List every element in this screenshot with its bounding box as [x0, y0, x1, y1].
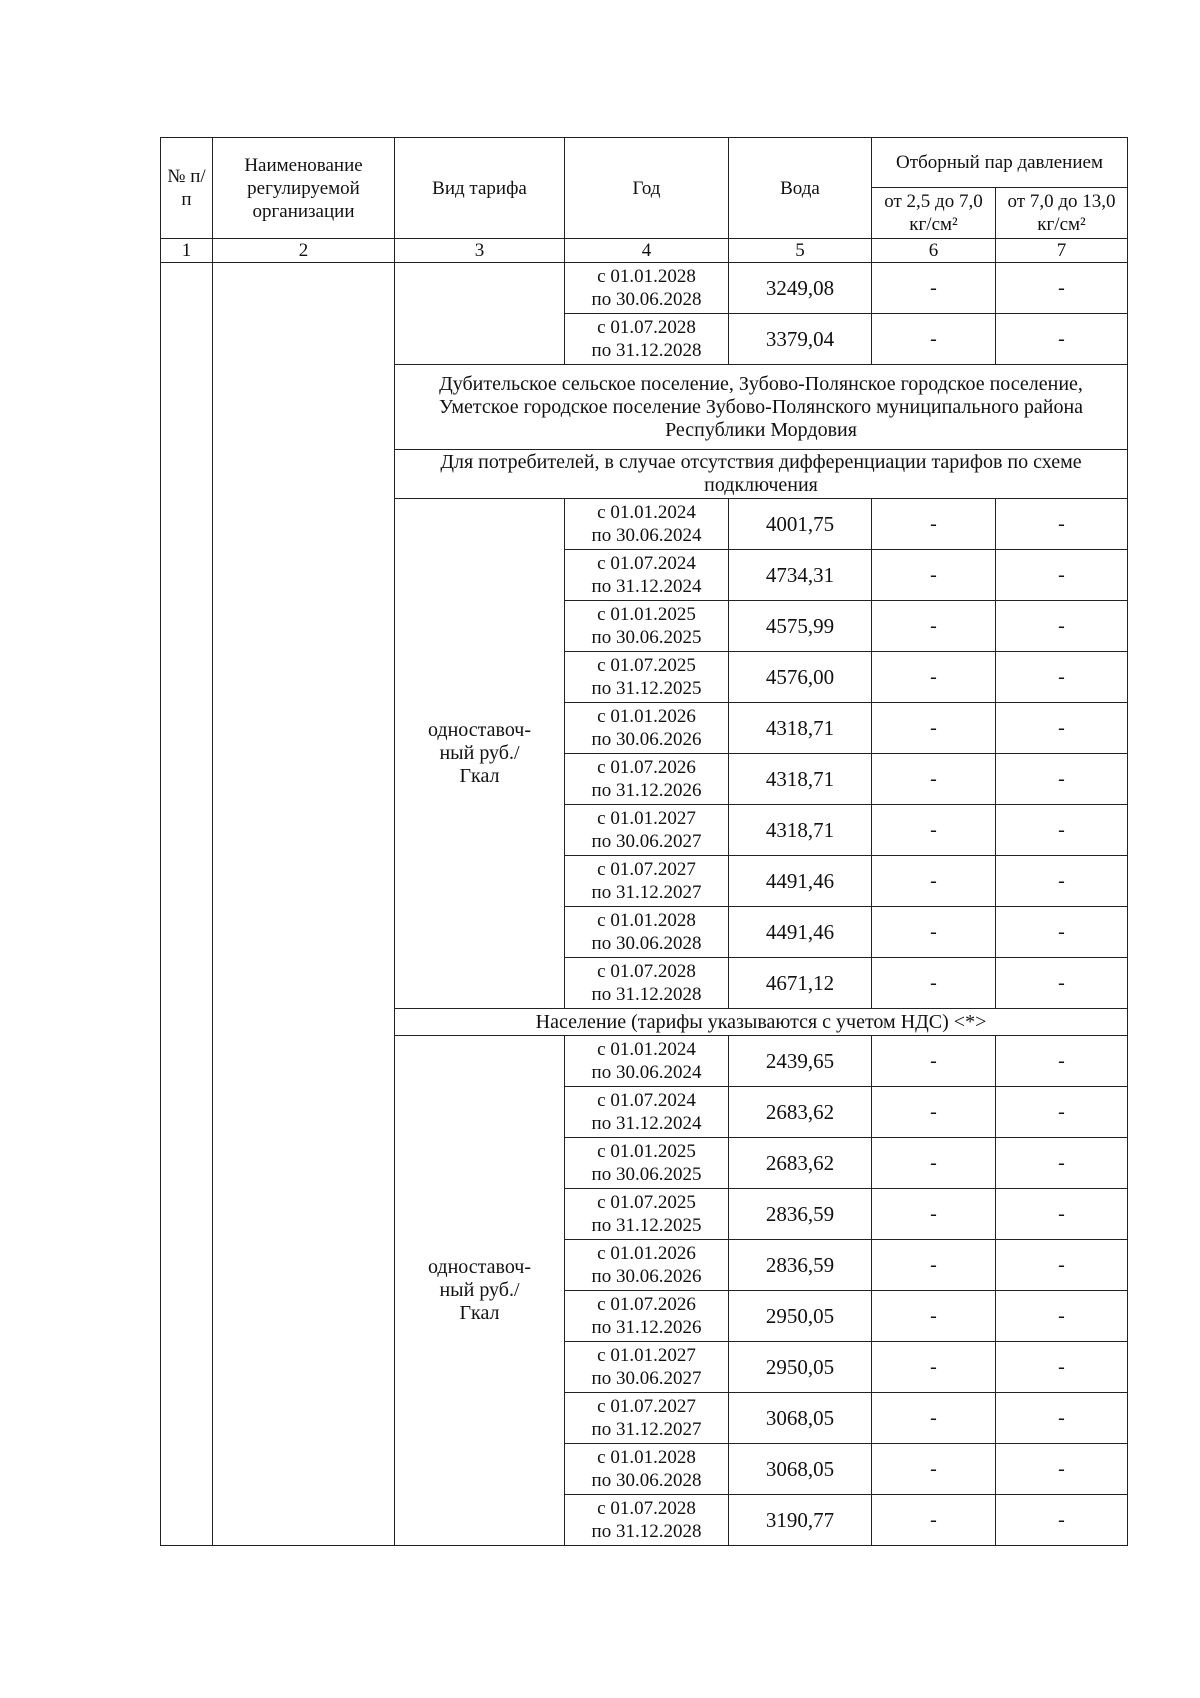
- period-from: с 01.01.2028: [597, 1447, 696, 1468]
- period-cell: [565, 1240, 729, 1291]
- period-cell: [565, 1138, 729, 1189]
- period-from: с 01.01.2026: [597, 1243, 696, 1264]
- steam-high-value: -: [996, 499, 1128, 550]
- period-to: по 31.12.2027: [591, 882, 702, 903]
- water-tariff-value: 4318,71: [729, 703, 872, 754]
- steam-high-value: -: [996, 805, 1128, 856]
- steam-low-value: -: [872, 754, 996, 805]
- column-number: 2: [213, 239, 395, 263]
- period-cell: [565, 907, 729, 958]
- period-to: по 31.12.2026: [591, 780, 702, 801]
- period-to: по 30.06.2027: [591, 1368, 702, 1389]
- steam-high-value: -: [996, 652, 1128, 703]
- period-to: по 30.06.2024: [591, 525, 702, 546]
- period-to: по 30.06.2028: [591, 933, 702, 954]
- water-tariff-value: 2950,05: [729, 1342, 872, 1393]
- period-from: с 01.07.2025: [597, 1192, 696, 1213]
- period-to: по 30.06.2024: [591, 1062, 702, 1083]
- steam-high-value: -: [996, 856, 1128, 907]
- tariff-kind-label: одноставоч-ный руб./Гкал: [427, 1256, 532, 1324]
- header-year: Год: [565, 138, 729, 239]
- period-cell: [565, 958, 729, 1009]
- steam-low-value: -: [872, 907, 996, 958]
- period-from: с 01.01.2025: [597, 604, 696, 625]
- steam-high-value: -: [996, 314, 1128, 365]
- table-row: [161, 263, 1128, 314]
- water-tariff-value: 3190,77: [729, 1495, 872, 1546]
- column-number: 6: [872, 239, 996, 263]
- header-water: Вода: [729, 138, 872, 239]
- period-from: с 01.07.2024: [597, 1090, 696, 1111]
- header-steam-high: от 7,0 до 13,0 кг/см²: [996, 188, 1128, 239]
- period-to: по 31.12.2026: [591, 1317, 702, 1338]
- steam-high-value: -: [996, 601, 1128, 652]
- period-cell: [565, 1036, 729, 1087]
- water-tariff-value: 2950,05: [729, 1291, 872, 1342]
- steam-low-value: -: [872, 314, 996, 365]
- period-from: с 01.01.2024: [597, 1039, 696, 1060]
- column-number: 5: [729, 239, 872, 263]
- header-steam-low: от 2,5 до 7,0 кг/см²: [872, 188, 996, 239]
- period-to: по 31.12.2028: [591, 984, 702, 1005]
- section-consumers-title: Для потребителей, в случае отсутствия дифференциации тарифов по схеме подключения: [395, 450, 1128, 499]
- steam-low-value: -: [872, 1342, 996, 1393]
- period-cell: [565, 703, 729, 754]
- period-cell: [565, 1342, 729, 1393]
- steam-high-value: -: [996, 907, 1128, 958]
- period-from: с 01.01.2028: [597, 910, 696, 931]
- steam-high-value: -: [996, 1495, 1128, 1546]
- section-population-title: Население (тарифы указываются с учетом НДС) <*>: [395, 1009, 1128, 1036]
- column-number: 7: [996, 239, 1128, 263]
- water-tariff-value: 4318,71: [729, 754, 872, 805]
- steam-high-value: -: [996, 1393, 1128, 1444]
- tariff-kind-label: одноставоч-ный руб./Гкал: [427, 719, 532, 787]
- tariff-kind-cell: [395, 1036, 565, 1546]
- steam-low-value: -: [872, 1291, 996, 1342]
- period-cell: [565, 1495, 729, 1546]
- period-cell: [565, 1393, 729, 1444]
- period-to: по 30.06.2025: [591, 1164, 702, 1185]
- column-number: 1: [161, 239, 213, 263]
- period-cell: [565, 314, 729, 365]
- number-cell: [161, 263, 213, 1546]
- water-tariff-value: 3249,08: [729, 263, 872, 314]
- period-from: с 01.01.2025: [597, 1141, 696, 1162]
- period-to: по 30.06.2026: [591, 729, 702, 750]
- period-cell: [565, 652, 729, 703]
- period-from: с 01.07.2027: [597, 859, 696, 880]
- period-to: по 31.12.2027: [591, 1419, 702, 1440]
- period-cell: [565, 856, 729, 907]
- water-tariff-value: 4576,00: [729, 652, 872, 703]
- water-tariff-value: 3379,04: [729, 314, 872, 365]
- steam-high-value: -: [996, 958, 1128, 1009]
- steam-low-value: -: [872, 1036, 996, 1087]
- header-steam-group: Отборный пар давлением: [872, 138, 1128, 188]
- period-cell: [565, 754, 729, 805]
- water-tariff-value: 4491,46: [729, 907, 872, 958]
- period-to: по 30.06.2025: [591, 627, 702, 648]
- steam-high-value: -: [996, 754, 1128, 805]
- water-tariff-value: 3068,05: [729, 1393, 872, 1444]
- steam-high-value: -: [996, 550, 1128, 601]
- period-from: с 01.07.2027: [597, 1396, 696, 1417]
- column-number: 4: [565, 239, 729, 263]
- water-tariff-value: 2439,65: [729, 1036, 872, 1087]
- steam-low-value: -: [872, 958, 996, 1009]
- period-cell: [565, 1087, 729, 1138]
- period-to: по 30.06.2028: [591, 1470, 702, 1491]
- period-from: с 01.07.2024: [597, 553, 696, 574]
- steam-high-value: -: [996, 703, 1128, 754]
- steam-low-value: -: [872, 1138, 996, 1189]
- steam-low-value: -: [872, 1495, 996, 1546]
- period-cell: [565, 550, 729, 601]
- steam-low-value: -: [872, 652, 996, 703]
- period-from: с 01.01.2024: [597, 502, 696, 523]
- steam-low-value: -: [872, 805, 996, 856]
- period-from: с 01.07.2025: [597, 655, 696, 676]
- water-tariff-value: 4001,75: [729, 499, 872, 550]
- water-tariff-value: 4575,99: [729, 601, 872, 652]
- steam-high-value: -: [996, 1189, 1128, 1240]
- period-from: с 01.01.2026: [597, 706, 696, 727]
- steam-low-value: -: [872, 550, 996, 601]
- steam-low-value: -: [872, 1240, 996, 1291]
- steam-low-value: -: [872, 856, 996, 907]
- period-cell: [565, 805, 729, 856]
- steam-low-value: -: [872, 1189, 996, 1240]
- steam-high-value: -: [996, 1138, 1128, 1189]
- water-tariff-value: 4318,71: [729, 805, 872, 856]
- period-to: по 30.06.2028: [591, 289, 702, 310]
- period-from: с 01.07.2028: [597, 1498, 696, 1519]
- water-tariff-value: 4491,46: [729, 856, 872, 907]
- period-from: с 01.07.2026: [597, 1294, 696, 1315]
- period-from: с 01.07.2028: [597, 317, 696, 338]
- period-to: по 31.12.2028: [591, 1521, 702, 1542]
- period-cell: [565, 499, 729, 550]
- steam-low-value: -: [872, 263, 996, 314]
- water-tariff-value: 2836,59: [729, 1240, 872, 1291]
- tariff-kind-cell: [395, 499, 565, 1009]
- period-cell: [565, 1189, 729, 1240]
- header-organization: Наименование регулируемой организации: [213, 138, 395, 239]
- period-to: по 31.12.2025: [591, 1215, 702, 1236]
- tariff-table: [160, 137, 1128, 1546]
- steam-high-value: -: [996, 1444, 1128, 1495]
- steam-high-value: -: [996, 1036, 1128, 1087]
- period-from: с 01.07.2026: [597, 757, 696, 778]
- steam-high-value: -: [996, 263, 1128, 314]
- period-from: с 01.01.2027: [597, 1345, 696, 1366]
- period-to: по 31.12.2025: [591, 678, 702, 699]
- period-to: по 31.12.2028: [591, 340, 702, 361]
- period-cell: [565, 1291, 729, 1342]
- steam-high-value: -: [996, 1240, 1128, 1291]
- period-from: с 01.07.2028: [597, 961, 696, 982]
- period-to: по 31.12.2024: [591, 576, 702, 597]
- period-to: по 30.06.2027: [591, 831, 702, 852]
- water-tariff-value: 2683,62: [729, 1138, 872, 1189]
- period-cell: [565, 601, 729, 652]
- organization-cell: [213, 263, 395, 1546]
- steam-high-value: -: [996, 1087, 1128, 1138]
- steam-low-value: -: [872, 601, 996, 652]
- tariff-kind-cell: [395, 263, 565, 365]
- steam-low-value: -: [872, 1087, 996, 1138]
- steam-low-value: -: [872, 1393, 996, 1444]
- water-tariff-value: 2683,62: [729, 1087, 872, 1138]
- steam-low-value: -: [872, 703, 996, 754]
- column-number: 3: [395, 239, 565, 263]
- period-to: по 30.06.2026: [591, 1266, 702, 1287]
- water-tariff-value: 4734,31: [729, 550, 872, 601]
- period-cell: [565, 1444, 729, 1495]
- period-from: с 01.01.2028: [597, 266, 696, 287]
- water-tariff-value: 4671,12: [729, 958, 872, 1009]
- header-tariff-kind: Вид тарифа: [395, 138, 565, 239]
- territory-heading: Дубительское сельское поселение, Зубово-Полянское городское поселение, Уметское городское поселение Зубово-Полянского муниципального района Республики Мордовия: [395, 365, 1128, 450]
- steam-low-value: -: [872, 499, 996, 550]
- period-from: с 01.01.2027: [597, 808, 696, 829]
- water-tariff-value: 3068,05: [729, 1444, 872, 1495]
- header-number: № п/п: [161, 138, 213, 239]
- period-cell: [565, 263, 729, 314]
- water-tariff-value: 2836,59: [729, 1189, 872, 1240]
- period-to: по 31.12.2024: [591, 1113, 702, 1134]
- steam-high-value: -: [996, 1342, 1128, 1393]
- steam-low-value: -: [872, 1444, 996, 1495]
- steam-high-value: -: [996, 1291, 1128, 1342]
